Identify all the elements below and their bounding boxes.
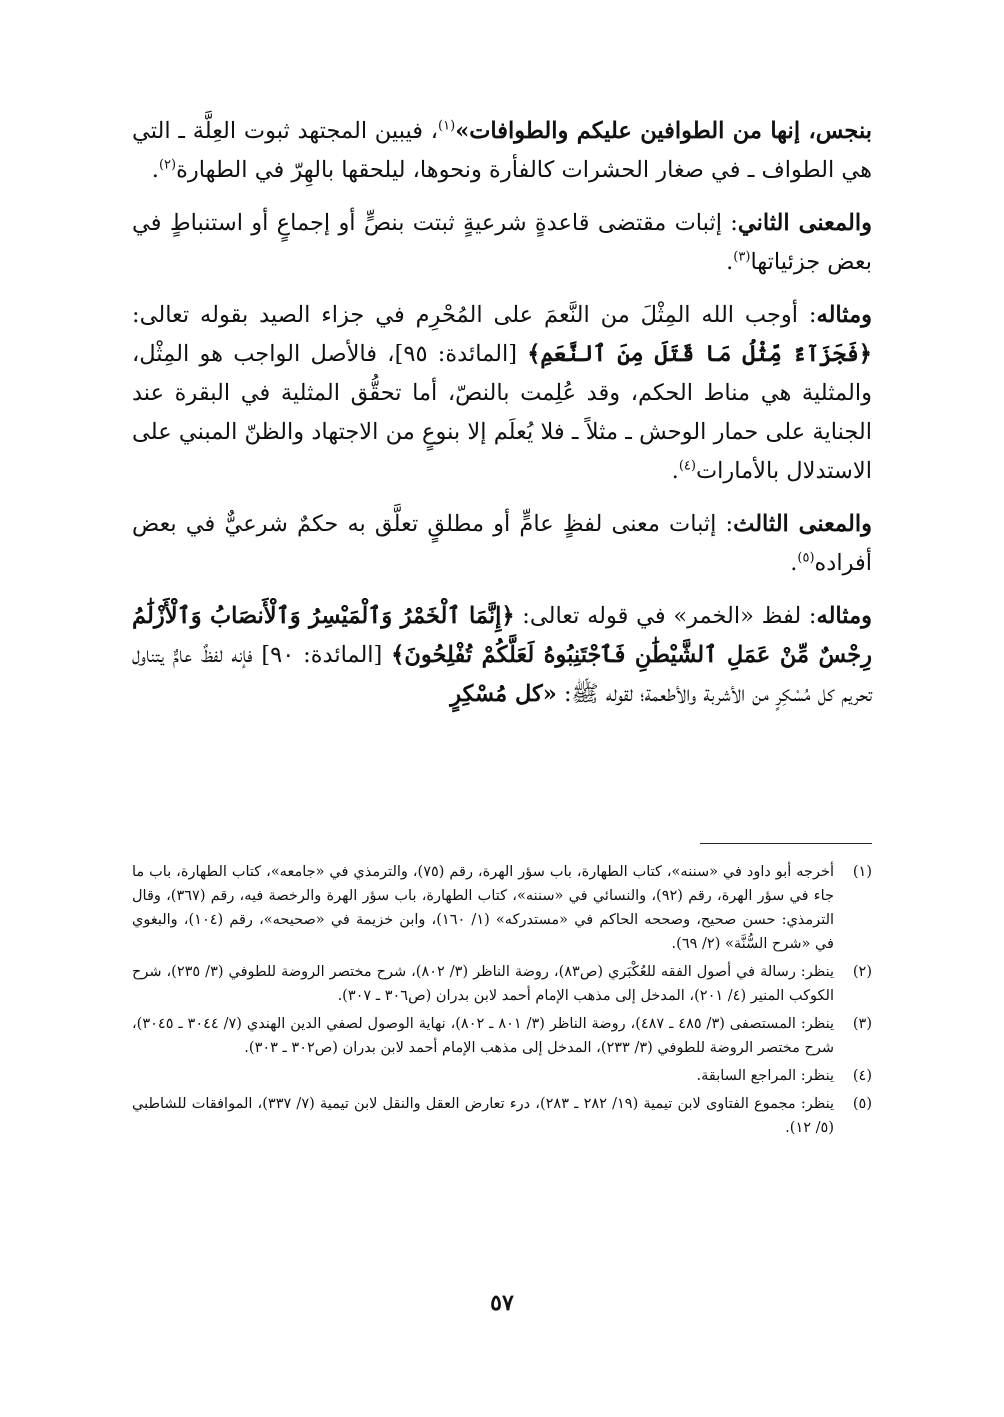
hadith-quote: «كل مُسْكِرٍ (450, 681, 557, 707)
text: [المائدة: ٩٠] فإنه لفظٌ عامٌّ يتناول تحريم كل مُسْكِرٍ من الأشربة والأطعمة؛ لقوله ﷺ: (132, 642, 872, 707)
footnote-number: (٤) (852, 1068, 872, 1084)
hadith-quote: بنجس، إنها من الطوافين عليكم والطوافات» (455, 118, 872, 144)
text: : أوجب الله المِثْلَ من النَّعمَ على المُحْرِم في جزاء الصيد بقوله تعالى: (132, 302, 817, 328)
quran-verse: ﴿فَجَزَآءٌ مِّثْلُ مَا قَتَلَ مِنَ ٱلنَّعَمِ﴾ (527, 341, 872, 367)
text: . (151, 157, 159, 183)
paragraph-3 (132, 296, 872, 491)
text: [المائدة: ٩٥]، فالأصل الواجب هو المِثْل، والمثلية هي مناط الحكم، وقد عُلِمت بالنصّ، أما تحقُّق المثلية في البقرة عند الجناية على حمار الوحش ـ مثلاً ـ فلا يُعلَم إلا بنوعٍ من الاجتهاد والظنّ المبني على الاستدلال بالأمارات (132, 341, 872, 484)
footnote-number: (٣) (852, 1016, 872, 1032)
footnote-ref[interactable]: (٣) (733, 249, 751, 265)
page-number: ٥٧ (490, 1290, 514, 1316)
footnote-divider (700, 843, 872, 844)
footnotes (132, 860, 872, 1144)
quran-verse: ﴿إِنَّمَا ٱلْخَمْرُ وَٱلْمَيْسِرُ وَٱلْأَنصَابُ وَٱلْأَزْلَٰمُ رِجْسٌ مِّنْ عَمَلِ ٱلشَّيْطَٰنِ فَٱجْتَنِبُوهُ لَعَلَّكُمْ تُفْلِحُونَ﴾ (132, 603, 873, 668)
heading-term: ومثاله (816, 302, 872, 328)
footnote-text: ينظر: المستصفى (٣/ ٤٨٥ ـ ٤٨٧)، روضة الناظر (٣/ ٨٠١ ـ ٨٠٢)، نهاية الوصول لصفي الدين الهندي (٧/ ٣٠٤٤ ـ ٣٠٤٥)، شرح مختصر الروضة للطوفي (٣/ ٢٣٣)، المدخل إلى مذهب الإمام أحمد لابن بدران (ص٣٠٢ ـ ٣٠٣). (132, 1016, 835, 1056)
paragraph-2 (132, 204, 872, 282)
footnote-text: أخرجه أبو داود في «سننه»، كتاب الطهارة، باب سؤر الهرة، رقم (٧٥)، والترمذي في «جامعه»، كتاب الطهارة، باب ما جاء في سؤر الهرة، رقم (٩٢)، والنسائي في «سننه»، كتاب الطهارة، باب سؤر الهرة والرخصة فيه، رقم (٣٦٧)، وقال الترمذي: حسن صحيح، وصححه الحاكم في «مستدركه» (١/ ١٦٠)، وابن خزيمة في «صحيحه»، رقم (١٠٤)، والبغوي في «شرح السُّنَّة» (٢/ ٦٩). (132, 864, 835, 952)
footnote-item (132, 1064, 872, 1088)
paragraph-5 (132, 597, 872, 714)
footnote-text: ينظر: رسالة في أصول الفقه للعُكْبَري (ص٨٣)، روضة الناظر (٣/ ٨٠٢)، شرح مختصر الروضة للطوفي (٣/ ٢٣٥)، شرح الكوكب المنير (٤/ ٢٠١)، المدخل إلى مذهب الإمام أحمد لابن بدران (ص٣٠٦ ـ ٣٠٧). (132, 964, 834, 1004)
text: : لفظ «الخمر» في قوله تعالى: (514, 603, 817, 629)
text: . (726, 249, 734, 275)
footnote-ref[interactable]: (١) (438, 118, 456, 134)
text: . (790, 550, 798, 576)
text: : إثبات معنى لفظٍ عامٍّ أو مطلقٍ تعلَّق به حكمٌ شرعيٌّ في بعض أفراده (132, 511, 872, 576)
text: ، فيبين المجتهد ثبوت العِلَّة ـ التي هي الطواف ـ في صغار الحشرات كالفأرة ونحوها، ليلحقها بالهِرّ في الطهارة (132, 118, 872, 183)
paragraph-4 (132, 505, 872, 583)
footnote-ref[interactable]: (٢) (158, 157, 177, 173)
footnote-text: ينظر: مجموع الفتاوى لابن تيمية (١٩/ ٢٨٢ ـ ٢٨٣)، درء تعارض العقل والنقل لابن تيمية (٧/ ٣٣٧)، الموافقات للشاطبي (٥/ ١٢). (132, 1096, 835, 1136)
heading-term: ومثاله (816, 603, 872, 629)
heading-term: والمعنى الثاني (737, 210, 872, 236)
footnote-ref[interactable]: (٥) (797, 550, 815, 566)
footnote-ref[interactable]: (٤) (678, 458, 696, 474)
footnote-item (132, 860, 872, 956)
footnote-number: (٥) (852, 1096, 872, 1112)
heading-term: والمعنى الثالث (733, 511, 872, 537)
footnote-item (132, 1092, 872, 1140)
main-text (132, 112, 872, 728)
text: : إثبات مقتضى قاعدةٍ شرعيةٍ ثبتت بنصٍّ أو إجماعٍ أو استنباطٍ في بعض جزئياتها (132, 210, 872, 275)
text: . (671, 458, 679, 484)
footnote-item (132, 1012, 872, 1060)
footnote-item (132, 960, 872, 1008)
footnote-number: (١) (852, 864, 872, 880)
footnote-number: (٢) (852, 964, 872, 980)
footnote-text: ينظر: المراجع السابقة. (696, 1068, 834, 1084)
paragraph-1 (132, 112, 872, 190)
